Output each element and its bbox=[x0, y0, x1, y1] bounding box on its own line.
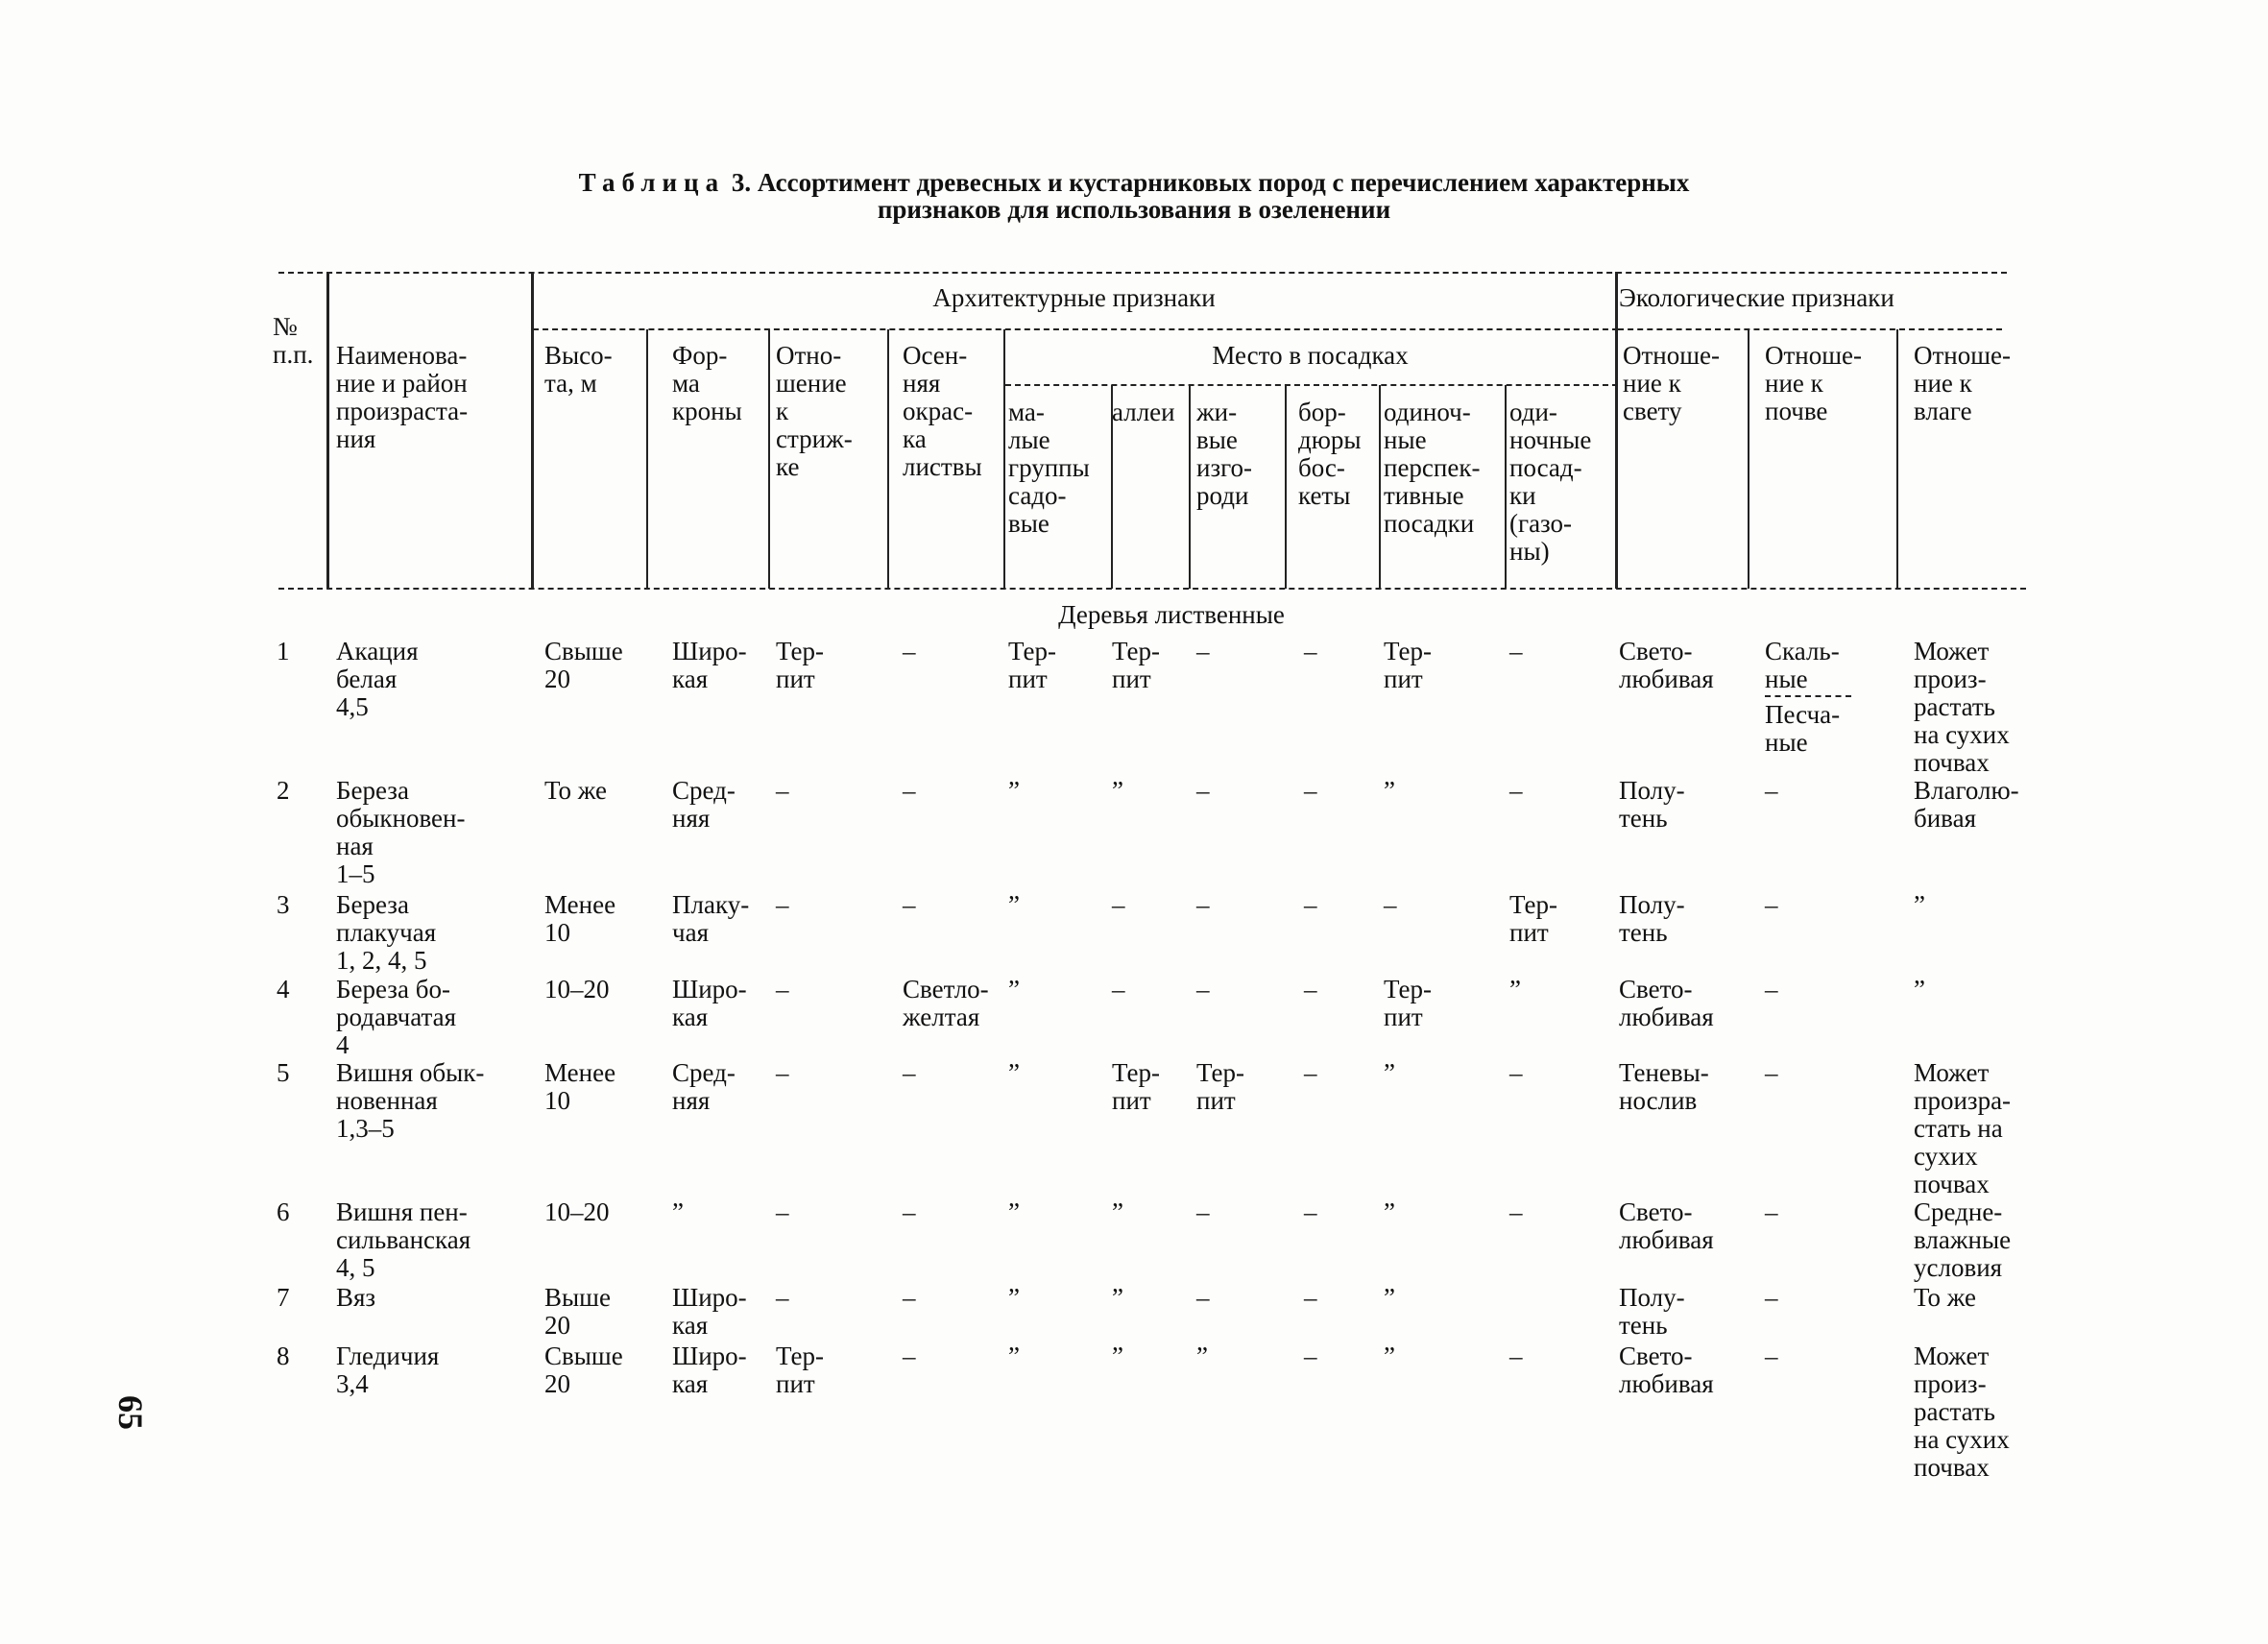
header-num: № п.п. bbox=[273, 312, 314, 369]
row-name: Вяз bbox=[336, 1283, 376, 1312]
row-num: 4 bbox=[277, 975, 290, 1003]
row-light: Полу- тень bbox=[1619, 1283, 1685, 1340]
row-autumn: – bbox=[903, 890, 916, 919]
row-groups: ” bbox=[1008, 1058, 1020, 1087]
row-num: 7 bbox=[277, 1283, 290, 1312]
col-rule-name bbox=[531, 272, 534, 589]
row-borders: – bbox=[1304, 1342, 1317, 1370]
header-moisture: Отноше- ние к влаге bbox=[1914, 341, 2012, 425]
row-moisture: Средне- влажные условия bbox=[1914, 1197, 2012, 1282]
eco-group-rule bbox=[1618, 328, 2002, 330]
header-light: Отноше- ние к свету bbox=[1623, 341, 1721, 425]
col-rule-height bbox=[646, 329, 648, 589]
row-moisture: Может произра- стать на сухих почвах bbox=[1914, 1058, 2012, 1198]
row-persp: ” bbox=[1384, 776, 1395, 805]
row-crown: Сред- няя bbox=[672, 776, 736, 833]
row-moisture: ” bbox=[1914, 975, 1925, 1003]
header-single-lawn: оди- ночные посад- ки (газо- ны) bbox=[1509, 398, 1592, 566]
row-autumn: – bbox=[903, 776, 916, 805]
row-alleys: ” bbox=[1112, 1342, 1123, 1370]
row-name: Береза обыкновен- ная 1–5 bbox=[336, 776, 466, 888]
col-rule-light bbox=[1748, 329, 1749, 589]
row-crown: Широ- кая bbox=[672, 1342, 747, 1398]
row-hedges: – bbox=[1196, 776, 1210, 805]
row-persp: ” bbox=[1384, 1197, 1395, 1226]
col-rule-alleys bbox=[1189, 385, 1191, 589]
row-soil: – bbox=[1765, 890, 1778, 919]
row-name: Вишня пен- сильванская 4, 5 bbox=[336, 1197, 471, 1282]
row-moisture: То же bbox=[1914, 1283, 1976, 1312]
row-height: Свыше 20 bbox=[544, 637, 623, 693]
row-soil: – bbox=[1765, 1342, 1778, 1370]
table-top-rule bbox=[278, 272, 2007, 274]
row-alleys: ” bbox=[1112, 776, 1123, 805]
row-autumn: – bbox=[903, 1342, 916, 1370]
row-persp: ” bbox=[1384, 1342, 1395, 1370]
row-moisture: ” bbox=[1914, 890, 1925, 919]
row-soil: – bbox=[1765, 1058, 1778, 1087]
row-alleys: Тер- пит bbox=[1112, 1058, 1160, 1115]
col-rule-lawn bbox=[1615, 272, 1618, 589]
row-trim: Тер- пит bbox=[776, 1342, 824, 1398]
row-trim: – bbox=[776, 890, 789, 919]
row-trim: Тер- пит bbox=[776, 637, 824, 693]
row-autumn: Светло- желтая bbox=[903, 975, 989, 1031]
row-lawn: – bbox=[1509, 1058, 1523, 1087]
row-borders: – bbox=[1304, 637, 1317, 665]
row-lawn: – bbox=[1509, 637, 1523, 665]
row-soil: – bbox=[1765, 776, 1778, 805]
row-autumn: – bbox=[903, 1283, 916, 1312]
row-moisture: Может произ- растать на сухих почвах bbox=[1914, 1342, 2010, 1482]
row-autumn: – bbox=[903, 637, 916, 665]
header-name: Наименова- ние и район произраста- ния bbox=[336, 341, 469, 453]
row-name: Гледичия 3,4 bbox=[336, 1342, 440, 1398]
table-title-line2: признаков для использования в озеленении bbox=[877, 195, 1391, 224]
row-trim: – bbox=[776, 1283, 789, 1312]
header-arch: Архитектурные признаки bbox=[932, 283, 1216, 312]
row-lawn: – bbox=[1509, 776, 1523, 805]
row-borders: – bbox=[1304, 1283, 1317, 1312]
row-trim: – bbox=[776, 975, 789, 1003]
row-light: Свето- любивая bbox=[1619, 1342, 1714, 1398]
page-number: 65 bbox=[111, 1395, 150, 1430]
arch-group-rule bbox=[533, 328, 1618, 330]
row-name: Вишня обык- новенная 1,3–5 bbox=[336, 1058, 485, 1143]
col-rule-crown bbox=[768, 329, 770, 589]
header-crown: Фор- ма кроны bbox=[672, 341, 742, 425]
row-crown: Широ- кая bbox=[672, 975, 747, 1031]
section-title: Деревья лиственные bbox=[1058, 600, 1285, 629]
row-crown: ” bbox=[672, 1197, 684, 1226]
row-light: Свето- любивая bbox=[1619, 975, 1714, 1031]
row-trim: – bbox=[776, 1197, 789, 1226]
row-num: 1 bbox=[277, 637, 290, 665]
col-rule-trim bbox=[887, 329, 889, 589]
row-height: То же bbox=[544, 776, 607, 805]
row-light: Теневы- нослив bbox=[1619, 1058, 1709, 1115]
header-single-persp: одиноч- ные перспек- тивные посадки bbox=[1384, 398, 1481, 538]
header-trim: Отно- шение к стриж- ке bbox=[776, 341, 853, 481]
row-crown: Широ- кая bbox=[672, 637, 747, 693]
row-height: Выше 20 bbox=[544, 1283, 611, 1340]
header-height: Высо- та, м bbox=[544, 341, 613, 398]
row-name: Береза плакучая 1, 2, 4, 5 bbox=[336, 890, 437, 975]
col-rule-num bbox=[326, 272, 329, 589]
row-crown: Широ- кая bbox=[672, 1283, 747, 1340]
row-hedges: – bbox=[1196, 637, 1210, 665]
place-group-rule bbox=[1005, 384, 1618, 386]
row-borders: – bbox=[1304, 890, 1317, 919]
row-height: 10–20 bbox=[544, 975, 610, 1003]
row-soil: – bbox=[1765, 1283, 1778, 1312]
table-title-word: Таблица bbox=[578, 168, 726, 197]
col-rule-hedges bbox=[1285, 385, 1287, 589]
row-lawn: – bbox=[1509, 1342, 1523, 1370]
row-persp: Тер- пит bbox=[1384, 637, 1432, 693]
row-crown: Сред- няя bbox=[672, 1058, 736, 1115]
row-soil: – bbox=[1765, 975, 1778, 1003]
row-light: Полу- тень bbox=[1619, 890, 1685, 947]
row-lawn: Тер- пит bbox=[1509, 890, 1557, 947]
row-alleys: ” bbox=[1112, 1283, 1123, 1312]
row-alleys: – bbox=[1112, 975, 1125, 1003]
header-eco: Экологические признаки bbox=[1619, 283, 1894, 312]
row-alleys: Тер- пит bbox=[1112, 637, 1160, 693]
row-groups: ” bbox=[1008, 1342, 1020, 1370]
row-groups: Тер- пит bbox=[1008, 637, 1056, 693]
row-num: 8 bbox=[277, 1342, 290, 1370]
row-soil bbox=[1765, 638, 1851, 757]
row-hedges: – bbox=[1196, 1283, 1210, 1312]
header-hedges: жи- вые изго- роди bbox=[1196, 398, 1253, 510]
col-rule-persp bbox=[1505, 385, 1507, 589]
row-hedges: Тер- пит bbox=[1196, 1058, 1244, 1115]
row-alleys: – bbox=[1112, 890, 1125, 919]
row-groups: ” bbox=[1008, 1283, 1020, 1312]
header-bottom-rule bbox=[278, 588, 2026, 590]
row-num: 3 bbox=[277, 890, 290, 919]
row-crown: Плаку- чая bbox=[672, 890, 750, 947]
table-title-text: 3. Ассортимент древесных и кустарниковых пород с перечислением характерных bbox=[725, 168, 1690, 197]
row-light: Полу- тень bbox=[1619, 776, 1685, 833]
row-height: Менее 10 bbox=[544, 890, 616, 947]
header-soil: Отноше- ние к почве bbox=[1765, 341, 1863, 425]
row-soil-primary: Скаль- ные bbox=[1765, 637, 1840, 693]
row-persp: ” bbox=[1384, 1058, 1395, 1087]
row-trim: – bbox=[776, 1058, 789, 1087]
row-soil: – bbox=[1765, 1197, 1778, 1226]
row-height: 10–20 bbox=[544, 1197, 610, 1226]
row-groups: ” bbox=[1008, 1197, 1020, 1226]
row-num: 2 bbox=[277, 776, 290, 805]
header-place: Место в посадках bbox=[1212, 341, 1409, 370]
row-soil-secondary: Песча- ные bbox=[1765, 700, 1841, 757]
row-groups: ” bbox=[1008, 776, 1020, 805]
row-persp: – bbox=[1384, 890, 1397, 919]
row-trim: – bbox=[776, 776, 789, 805]
row-hedges: – bbox=[1196, 1197, 1210, 1226]
header-autumn: Осен- няя окрас- ка листвы bbox=[903, 341, 982, 481]
header-small-groups: ма- лые группы садо- вые bbox=[1008, 398, 1090, 538]
header-alleys: аллеи bbox=[1112, 398, 1175, 426]
row-autumn: – bbox=[903, 1197, 916, 1226]
row-borders: – bbox=[1304, 975, 1317, 1003]
row-height: Менее 10 bbox=[544, 1058, 616, 1115]
row-lawn: – bbox=[1509, 1197, 1523, 1226]
row-name: Акация белая 4,5 bbox=[336, 637, 419, 721]
row-light: Свето- любивая bbox=[1619, 1197, 1714, 1254]
row-moisture: Влаголю- бивая bbox=[1914, 776, 2019, 833]
row-hedges: – bbox=[1196, 890, 1210, 919]
row-height: Свыше 20 bbox=[544, 1342, 623, 1398]
row-lawn: ” bbox=[1509, 975, 1521, 1003]
row-groups: ” bbox=[1008, 975, 1020, 1003]
row-persp: ” bbox=[1384, 1283, 1395, 1312]
row-persp: Тер- пит bbox=[1384, 975, 1432, 1031]
row-num: 6 bbox=[277, 1197, 290, 1226]
col-rule-soil bbox=[1896, 329, 1898, 589]
col-rule-borders bbox=[1379, 385, 1381, 589]
row-borders: – bbox=[1304, 1197, 1317, 1226]
row-borders: – bbox=[1304, 776, 1317, 805]
soil-separator bbox=[1765, 695, 1851, 697]
row-light: Свето- любивая bbox=[1619, 637, 1714, 693]
header-borders: бор- дюры бос- кеты bbox=[1298, 398, 1362, 510]
row-moisture: Может произ- растать на сухих почвах bbox=[1914, 637, 2010, 777]
row-autumn: – bbox=[903, 1058, 916, 1087]
row-num: 5 bbox=[277, 1058, 290, 1087]
row-groups: ” bbox=[1008, 890, 1020, 919]
row-name: Береза бо- родавчатая 4 bbox=[336, 975, 457, 1059]
row-hedges: – bbox=[1196, 975, 1210, 1003]
row-hedges: ” bbox=[1196, 1342, 1208, 1370]
row-borders: – bbox=[1304, 1058, 1317, 1087]
row-alleys: ” bbox=[1112, 1197, 1123, 1226]
